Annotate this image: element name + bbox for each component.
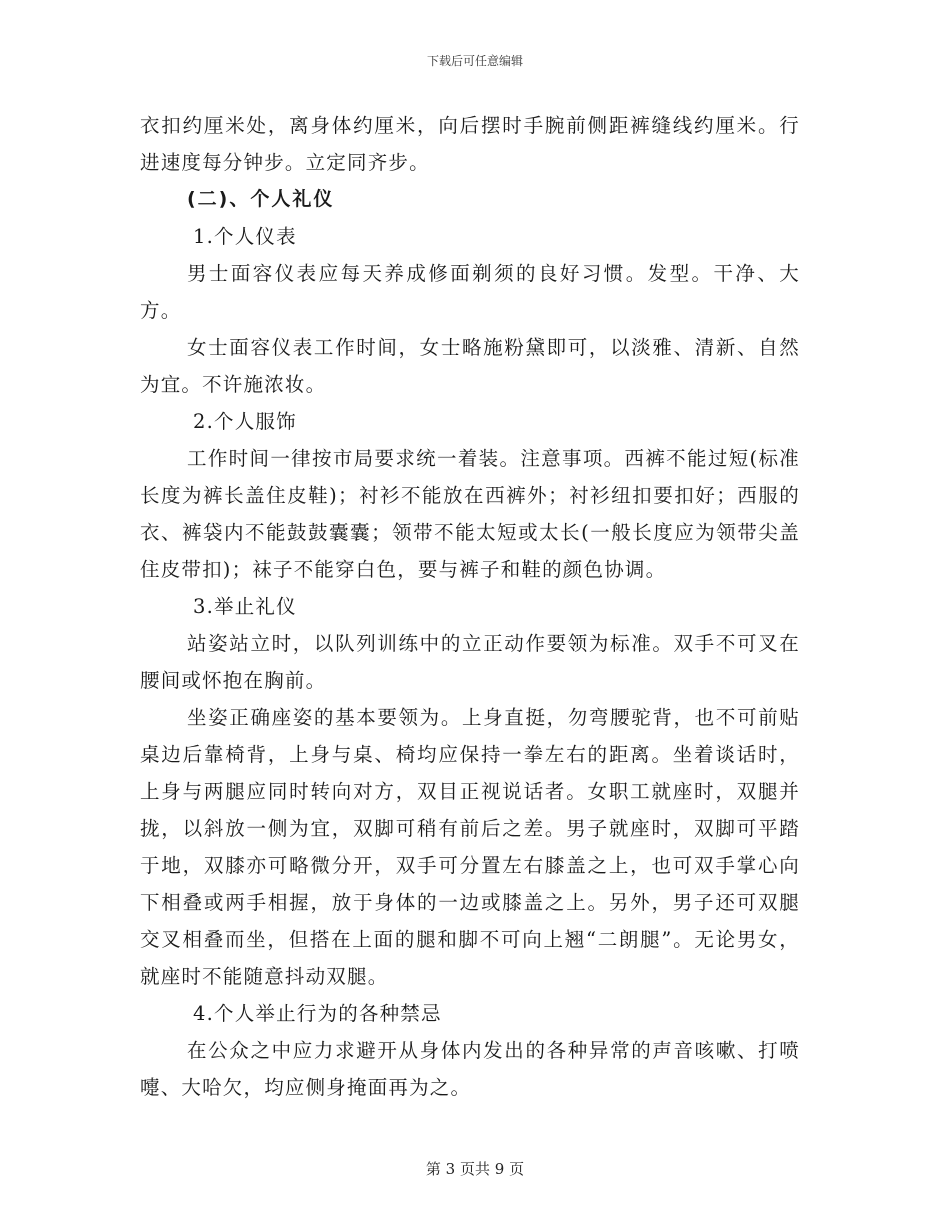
subheading-taboos: 4.个人举止行为的各种禁忌 xyxy=(193,1002,442,1025)
paragraph-public-behavior: 在公众之中应力求避开从身体内发出的各种异常的声音咳嗽、打喷嚏、大哈欠，均应侧身掩面再为之。 xyxy=(140,1039,800,1099)
section-title-personal-etiquette: (二)、个人礼仪 xyxy=(187,188,335,210)
document-body xyxy=(140,107,800,1106)
page-number: 第 3 页共 9 页 xyxy=(425,1160,525,1178)
paragraph-female-appearance: 女士面容仪表工作时间，女士略施粉黛即可，以淡雅、清新、自然为宜。不许施浓妆。 xyxy=(140,336,800,396)
subheading-appearance: 1.个人仪表 xyxy=(193,225,297,248)
paragraph-male-appearance: 男士面容仪表应每天养成修面剃须的良好习惯。发型。干净、大方。 xyxy=(140,262,800,322)
paragraph-sitting: 坐姿正确座姿的基本要领为。上身直挺，勿弯腰驼背，也不可前贴桌边后靠椅背，上身与桌、椅均应保持一拳左右的距离。坐着谈话时，上身与两腿应同时转向对方，双目正视说话者。女职工就座时，双腿并拢，以斜放一侧为宜，双脚可稍有前后之差。男子就座时，双脚可平踏于地，双膝亦可略微分开，双手可分置左右膝盖之上，也可双手掌心向下相叠或两手相握，放于身体的一边或膝盖之上。另外，男子还可双腿交叉相叠而坐，但搭在上面的腿和脚不可向上翘“二朗腿”。无论男女，就座时不能随意抖动双腿。 xyxy=(140,706,800,988)
paragraph-march-speed: 衣扣约厘米处，离身体约厘米，向后摆时手腕前侧距裤缝线约厘米。行进速度每分钟步。立定同齐步。 xyxy=(140,114,800,174)
subheading-attire: 2.个人服饰 xyxy=(193,410,297,433)
subheading-manners: 3.举止礼仪 xyxy=(193,595,297,618)
page-header-note: 下载后可任意编辑 xyxy=(426,54,523,68)
paragraph-attire: 工作时间一律按市局要求统一着装。注意事项。西裤不能过短(标准长度为裤长盖住皮鞋)；衬衫不能放在西裤外；衬衫纽扣要扣好；西服的衣、裤袋内不能鼓鼓囊囊；领带不能太短或太长(一般长度应为领带尖盖住皮带扣)；袜子不能穿白色，要与裤子和鞋的颜色协调。 xyxy=(140,447,800,581)
paragraph-standing: 站姿站立时，以队列训练中的立正动作要领为标准。双手不可叉在腰间或怀抱在胸前。 xyxy=(140,632,800,692)
